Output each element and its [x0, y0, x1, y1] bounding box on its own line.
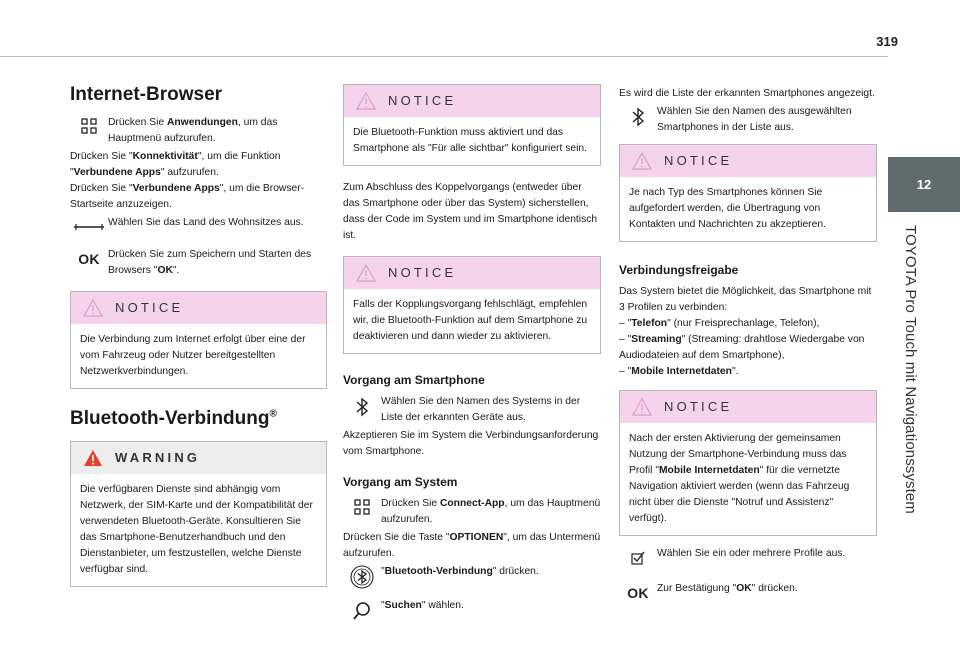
- warning-triangle-icon: [632, 398, 652, 416]
- text: ": [70, 167, 74, 178]
- notice-header: [344, 85, 600, 117]
- warning-header: [71, 442, 326, 474]
- step-select-profiles-text: Wählen Sie ein oder mehrere Profile aus.: [657, 548, 846, 559]
- text-bold: Verbundene Apps: [73, 167, 161, 178]
- warning-triangle-icon: [356, 264, 376, 282]
- column-3: [619, 86, 877, 603]
- column-2: [343, 76, 601, 623]
- step-search: [343, 598, 601, 621]
- warning-label: WARNING: [115, 450, 201, 465]
- subheading-system: Vorgang am System: [343, 475, 458, 489]
- profile-mobile-data: [619, 364, 877, 380]
- notice-label: NOTICE: [388, 93, 457, 108]
- text-bold: Mobile Internetdaten: [631, 366, 732, 377]
- step-apps: [70, 115, 327, 147]
- text: ": [381, 600, 385, 611]
- warning-triangle-icon: [632, 152, 652, 170]
- list-select-icon: [74, 223, 104, 231]
- header-rule: [0, 56, 888, 57]
- text: Bluetooth-Verbindung: [70, 408, 270, 429]
- section-title-bluetooth: [70, 407, 327, 431]
- text: ", um die Browser-Startseite anzuzeigen.: [70, 183, 305, 210]
- ok-icon: OK: [627, 585, 649, 601]
- text: Drücken Sie: [108, 117, 167, 128]
- text: – ": [619, 318, 632, 329]
- text-bold: Telefon: [631, 318, 668, 329]
- notice-label: NOTICE: [664, 399, 733, 414]
- notice-header: [71, 292, 326, 324]
- notice-label: NOTICE: [388, 265, 457, 280]
- text-bold: Verbundene Apps: [132, 183, 220, 194]
- notice-header: [620, 145, 876, 177]
- text: , um das Hauptmenü aufzurufen.: [108, 117, 278, 144]
- detected-list-text: Es wird die Liste der erkannten Smartphones angezeigt.: [619, 88, 875, 99]
- step-bluetooth-connection: [343, 564, 601, 590]
- step-options: [343, 530, 601, 562]
- step-select-smartphone: [619, 104, 877, 136]
- profiles-intro: Das System bietet die Möglichkeit, das Smartphone mit 3 Profilen zu verbinden:: [619, 286, 872, 313]
- apps-grid-icon: [81, 118, 97, 134]
- chapter-number: 12: [916, 177, 932, 192]
- page-number: 319: [876, 34, 898, 49]
- subheading-connection-sharing: Verbindungsfreigabe: [619, 263, 739, 277]
- warning-filled-icon: [83, 449, 103, 467]
- text: Drücken Sie: [381, 498, 440, 509]
- bluetooth-touch-icon: [349, 564, 375, 590]
- accept-request-text: Akzeptieren Sie im System die Verbindungsanforderung vom Smartphone.: [343, 430, 599, 457]
- notice-box: [619, 144, 877, 242]
- text-bold: OPTIONEN: [449, 532, 504, 543]
- text-bold: Konnektivität: [132, 151, 198, 162]
- step-country-text: Wählen Sie das Land des Wohnsitzes aus.: [108, 217, 304, 228]
- warning-triangle-icon: [356, 92, 376, 110]
- text: – ": [619, 366, 632, 377]
- step-select-system-text: Wählen Sie den Namen des Systems in der Liste der erkannten Geräte aus.: [381, 396, 581, 423]
- notice-text: Die Bluetooth-Funktion muss aktiviert und das Smartphone als "Für alle sichtbar" konfiguriert sein.: [353, 127, 587, 154]
- text: Drücken Sie zum Speichern und Starten des Browsers ": [108, 249, 312, 276]
- profile-telephone: [619, 316, 877, 332]
- notice-box: [343, 256, 601, 354]
- notice-text: Je nach Typ des Smartphones können Sie aufgefordert werden, die Übertragung von Kontakten und Nachrichten zu akzeptieren.: [629, 187, 826, 230]
- step-connect-app: [343, 496, 601, 528]
- text: Nach der ersten Aktivierung der gemeinsamen Nutzung der Smartphone-Verbindung muss das Profil ": [629, 433, 847, 476]
- step-ok: [70, 247, 327, 279]
- step-connected-apps: [70, 181, 327, 213]
- notice-text: Die Verbindung zum Internet erfolgt über eine der vom Fahrzeug oder Nutzer bereitgestellten Netzwerkverbindungen.: [80, 334, 306, 377]
- step-connectivity: [70, 149, 327, 181]
- checkbox-icon: [631, 551, 645, 565]
- text: " drücken.: [751, 583, 798, 594]
- warning-triangle-icon: [83, 299, 103, 317]
- step-confirm: [619, 581, 877, 601]
- text-bold: Bluetooth-Verbindung: [384, 566, 493, 577]
- text: Zur Bestätigung ": [657, 583, 737, 594]
- text: " drücken.: [492, 566, 539, 577]
- notice-label: NOTICE: [115, 300, 184, 315]
- subheading-smartphone: Vorgang am Smartphone: [343, 373, 485, 387]
- column-1: [70, 68, 327, 597]
- ok-icon: OK: [78, 251, 100, 267]
- text: Drücken Sie ": [70, 151, 133, 162]
- bluetooth-icon: [355, 397, 369, 417]
- text: " für die vernetzte Navigation aktiviert werden (wenn das Fahrzeug nicht über die Dienste "Notruf und Assistenz" verfügt).: [629, 465, 850, 524]
- text: , um das Hauptmenü aufzurufen.: [381, 498, 601, 525]
- chapter-tab: [888, 157, 960, 212]
- step-select-smartphone-text: Wählen Sie den Namen des ausgewählten Smartphones in der Liste aus.: [657, 106, 852, 133]
- chapter-title-text: TOYOTA Pro Touch mit Navigationssystem: [901, 225, 919, 514]
- text-bold: Anwendungen: [166, 117, 238, 128]
- text: – ": [619, 334, 632, 345]
- notice-header: [344, 257, 600, 289]
- text: Drücken Sie die Taste ": [343, 532, 450, 543]
- step-select-system: [343, 394, 601, 426]
- notice-box: [619, 390, 877, 536]
- registered-mark: ®: [269, 408, 277, 420]
- text: ", um die Funktion: [197, 151, 281, 162]
- text: " (nur Freisprechanlage, Telefon),: [667, 318, 820, 329]
- text: " aufzurufen.: [160, 167, 219, 178]
- text-bold: OK: [157, 265, 173, 276]
- text-bold: OK: [736, 583, 752, 594]
- text-bold: Connect-App: [439, 498, 505, 509]
- warning-box: [70, 441, 327, 587]
- apps-grid-icon: [354, 499, 370, 515]
- text: " wählen.: [421, 600, 464, 611]
- text: ".: [172, 265, 180, 276]
- profile-streaming: [619, 332, 877, 364]
- search-icon: [352, 601, 372, 621]
- notice-box: [70, 291, 327, 389]
- text-bold: Suchen: [384, 600, 422, 611]
- bluetooth-icon: [631, 107, 645, 127]
- warning-text: Die verfügbaren Dienste sind abhängig vom Netzwerk, der SIM-Karte und der Kompatibilität der verwendeten Bluetooth-Geräte. Konsultieren Sie das Smartphone-Benutzerhandbuch und den Dienstanbieter, um festzustellen, welche Dienste verfügbar sind.: [80, 484, 313, 575]
- text: ".: [731, 366, 739, 377]
- section-title-internet-browser: Internet-Browser: [70, 84, 223, 105]
- chapter-title: [877, 225, 932, 514]
- step-country: [70, 215, 327, 231]
- step-select-profiles: [619, 546, 877, 565]
- notice-text: Falls der Kopplungsvorgang fehlschlägt, empfehlen wir, die Bluetooth-Funktion auf dem Smartphone zu deaktivieren und dann wieder zu aktivieren.: [353, 299, 588, 342]
- notice-header: [620, 391, 876, 423]
- text-bold: Streaming: [631, 334, 682, 345]
- notice-text: [620, 423, 876, 535]
- notice-label: NOTICE: [664, 153, 733, 168]
- text-bold: Mobile Internetdaten: [658, 465, 760, 476]
- text: Drücken Sie ": [70, 183, 133, 194]
- text: ", um das Untermenü aufzurufen.: [343, 532, 601, 559]
- notice-box: [343, 84, 601, 166]
- text: ": [381, 566, 385, 577]
- pairing-code-text: Zum Abschluss des Koppelvorgangs (entweder über das Smartphone oder über das System) sicherstellen, dass der Code im System und im Smartphone identisch ist.: [343, 182, 598, 241]
- text: " (Streaming: drahtlose Wiedergabe von Audiodateien auf dem Smartphone),: [619, 334, 865, 361]
